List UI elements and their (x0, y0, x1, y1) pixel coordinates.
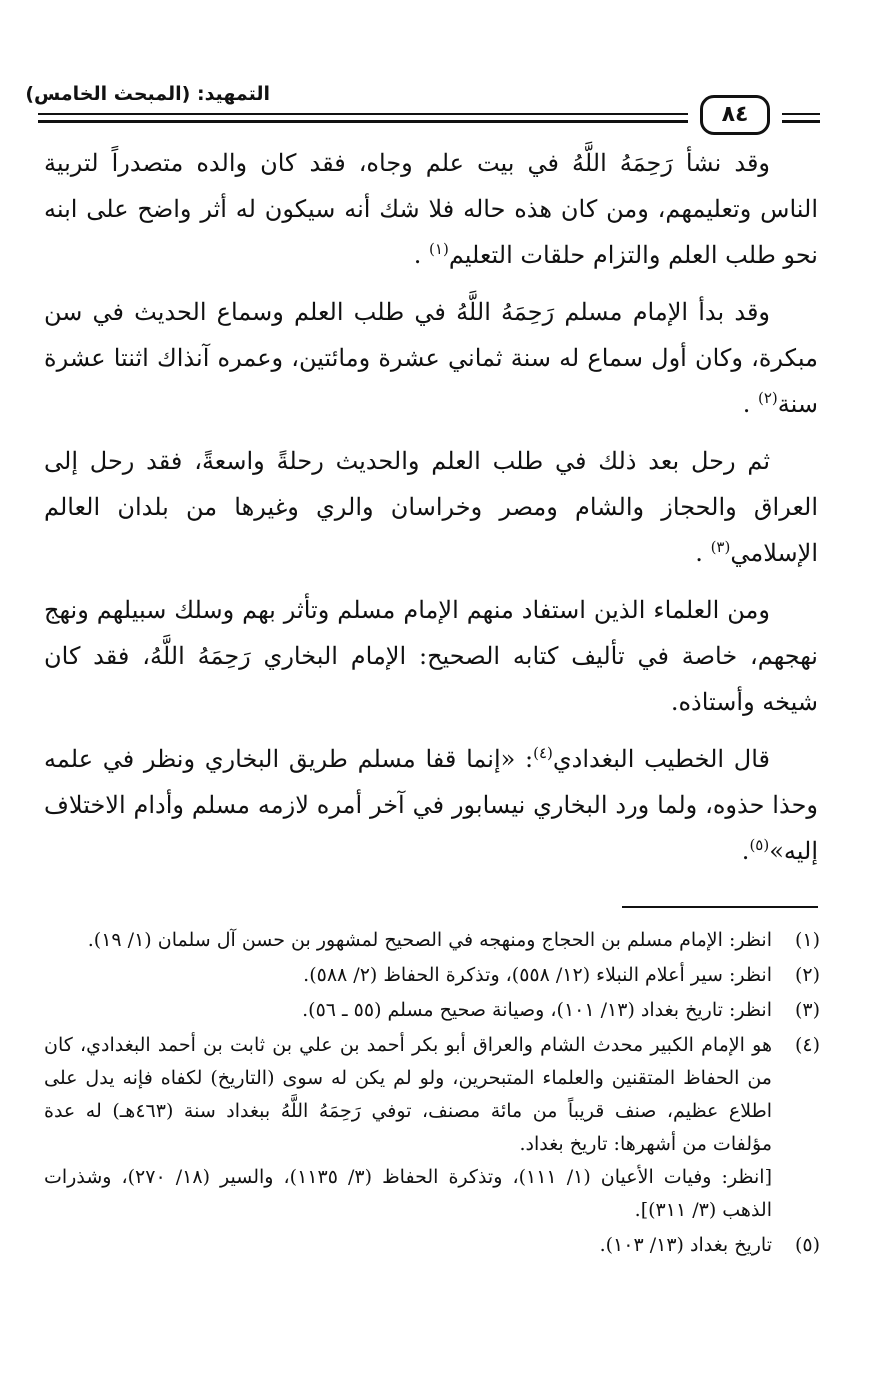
footnote-number: (٣) (794, 999, 820, 1021)
footnote (44, 959, 820, 992)
paragraph: وقد نشأ رَحِمَهُ اللَّهُ في بيت علم وجاه، فقد كان والده متصدراً لتربية الناس وتعليمهم، ومن كان هذه حاله فلا شك أنه سيكون له أثر واضح على ابنه نحو طلب العلم والتزام حلقات التعليم$^{(١)}$ . (44, 149, 818, 269)
paragraph: قال الخطيب البغدادي$^{(٤)}$: «إنما قفا مسلم طريق البخاري ونظر في علمه وحذا حذوه، ولما ورد البخاري نيسابور في آخر أمره لازمه مسلم وأدام الاختلاف إليه»$^{(٥)}$. (44, 744, 818, 865)
footnote-number: (١) (794, 929, 820, 951)
footnote (44, 994, 820, 1027)
footnote-sources: [انظر: وفيات الأعيان (١/ ١١١)، وتذكرة الحفاظ (٣/ ١١٣٥)، والسير (١٨/ ٢٧٠)، وشذرات الذهب (٣/ ٣١١)]. (44, 1166, 772, 1221)
running-title: التمهيد: (المبحث الخامس) (25, 83, 270, 105)
main-text (44, 140, 818, 885)
footnote (44, 1029, 820, 1227)
header-rule (38, 120, 688, 123)
paragraph: ومن العلماء الذين استفاد منهم الإمام مسلم وتأثر بهم وسلك سبيلهم ونهج نهجهم، خاصة في تأليف كتابه الصحيح: الإمام البخاري رَحِمَهُ اللَّهُ، فقد كان شيخه وأستاذه. (44, 596, 818, 716)
header-rule (782, 120, 820, 123)
footnote-text: انظر: الإمام مسلم بن الحجاج ومنهجه في الصحيح لمشهور بن حسن آل سلمان (١/ ١٩). (87, 929, 772, 951)
footnote-ref[interactable]: (٢) (758, 389, 778, 407)
header-rule (38, 113, 688, 115)
footnote-ref[interactable]: (٤) (533, 744, 553, 762)
footnote-ref[interactable]: (٥) (749, 836, 770, 854)
footnote-text: انظر: سير أعلام النبلاء (١٢/ ٥٥٨)، وتذكرة الحفاظ (٢/ ٥٨٨). (303, 964, 772, 986)
footnote (44, 924, 820, 957)
page-number: ٨٤ (700, 95, 770, 135)
footnote (44, 1229, 820, 1262)
footnote-number: (٢) (794, 964, 820, 986)
paragraph: وقد بدأ الإمام مسلم رَحِمَهُ اللَّهُ في طلب العلم وسماع الحديث في سن مبكرة، وكان أول سماع له سنة ثماني عشرة ومائتين، وعمره آنذاك اثنتا عشرة سنة$^{(٢)}$ . (44, 298, 818, 418)
footnote-ref[interactable]: (٣) (710, 538, 731, 556)
footnote-separator (622, 906, 818, 908)
footnote-text: هو الإمام الكبير محدث الشام والعراق أبو بكر أحمد بن علي بن ثابت بن أحمد البغدادي، كان من الحفاظ المتقنين والعلماء المتبحرين، ولو لم يكن له سوى (التاريخ) لكفاه فإنه يدل على اطلاع عظيم، صنف قريباً من مائة مصنف، توفي رَحِمَهُ اللَّهُ ببغداد سنة (٤٦٣هـ) له عدة مؤلفات من أشهرها: تاريخ بغداد. (44, 1034, 772, 1155)
footnote-number: (٤) (794, 1034, 820, 1056)
paragraph: ثم رحل بعد ذلك في طلب العلم والحديث رحلةً واسعةً، فقد رحل إلى العراق والحجاز والشام ومصر وخراسان والري وغيرها من بلدان العالم الإسلامي$^{(٣)}$ . (44, 447, 818, 567)
footnote-text: تاريخ بغداد (١٣/ ١٠٣). (599, 1234, 772, 1256)
footnote-text: انظر: تاريخ بغداد (١٣/ ١٠١)، وصيانة صحيح مسلم (٥٥ ـ ٥٦). (302, 999, 772, 1021)
footnote-ref[interactable]: (١) (429, 240, 449, 258)
header-rule (782, 113, 820, 115)
footnotes (44, 924, 820, 1264)
footnote-number: (٥) (794, 1234, 820, 1256)
